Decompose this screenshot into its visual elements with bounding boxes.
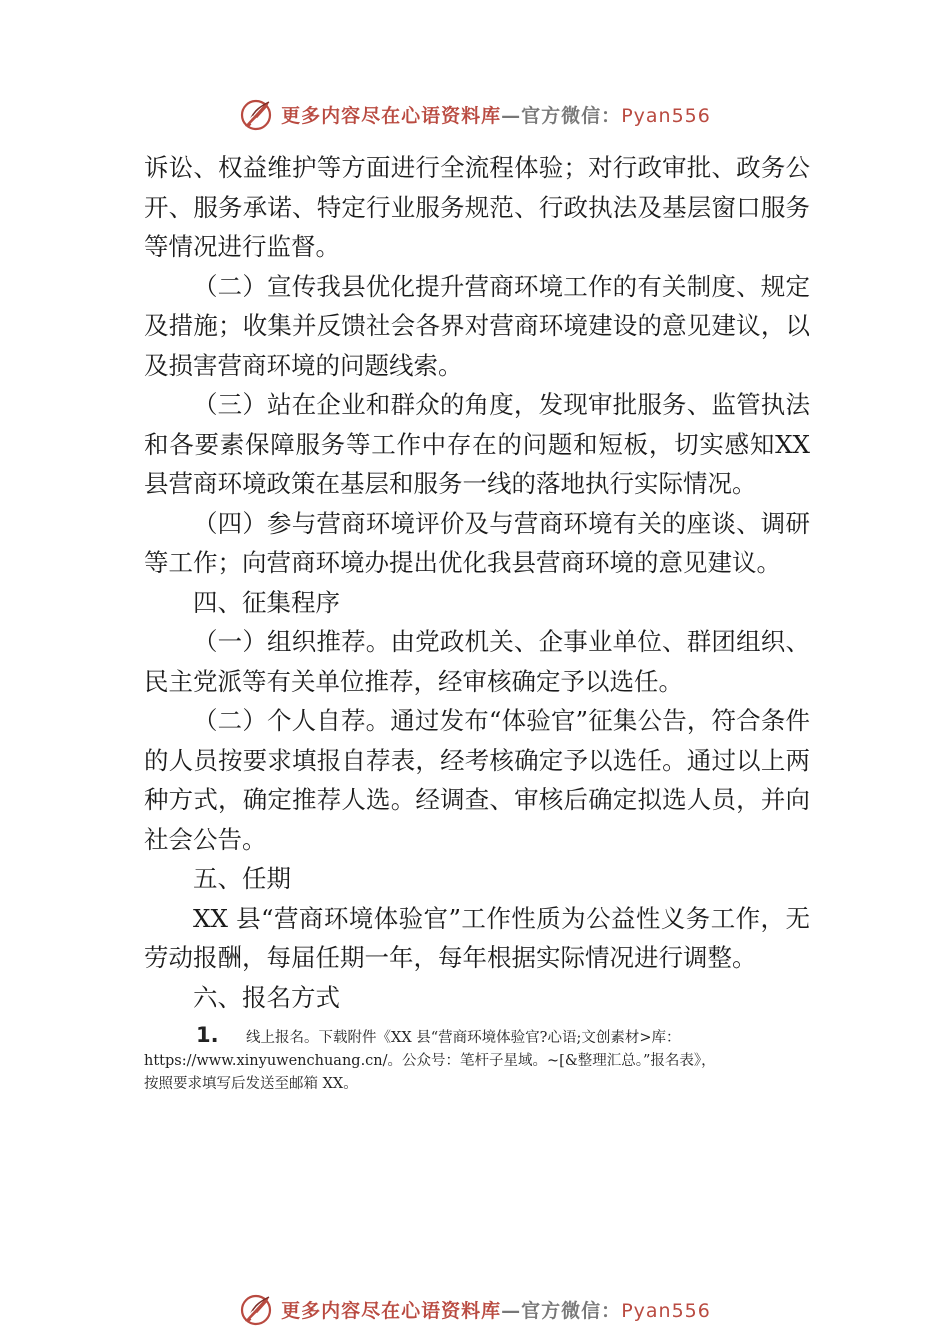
item-number: 1.	[196, 1023, 219, 1047]
watermark-wechat-id: Pyan556	[621, 104, 711, 127]
paragraph-8: XX 县“营商环境体验官”工作性质为公益性义务工作，无劳动报酬，每届任期一年，每年根据实际情况进行调整。	[144, 903, 810, 972]
paragraph-2: （三）站在企业和群众的角度，发现审批服务、监管执法和各要素保障服务等工作中存在的问题和短板，切实感知XX 县营商环境政策在基层和服务一线的落地执行实际情况。	[144, 390, 810, 498]
item-line-1: 线上报名。下载附件《XX 县“营商环境体验官?心语;文创素材>库：	[246, 1030, 681, 1046]
quill-logo-icon	[239, 1291, 275, 1327]
paragraph-3: （四）参与营商环境评价及与营商环境有关的座谈、调研等工作；向营商环境办提出优化我县营商环境的意见建议。	[144, 508, 810, 577]
paragraph-0: 诉讼、权益维护等方面进行全流程体验；对行政审批、政务公开、服务承诺、特定行业服务规范、行政执法及基层窗口服务等情况进行监督。	[144, 153, 810, 261]
watermark-site-text: 更多内容尽在心语资料库	[281, 104, 502, 127]
item-line-2: https://www.xinyuwenchuang.cn/。公众号：笔杆子星域。~[&整理汇总。”报名表》，	[144, 1053, 716, 1069]
header-watermark	[0, 92, 950, 136]
paragraph-5: （一）组织推荐。由党政机关、企事业单位、群团组织、民主党派等有关单位推荐，经审核确定予以选任。	[144, 627, 810, 696]
section-heading-5: 五、任期	[193, 864, 291, 893]
watermark-wechat-label: —官方微信：	[501, 104, 622, 127]
quill-logo-icon	[239, 96, 275, 132]
watermark-wechat-label: —官方微信：	[501, 1299, 622, 1322]
document-body	[144, 148, 810, 1017]
registration-item	[144, 1024, 824, 1096]
item-line-3: 按照要求填写后发送至邮箱 XX。	[144, 1076, 358, 1092]
paragraph-1: （二）宣传我县优化提升营商环境工作的有关制度、规定及措施；收集并反馈社会各界对营商环境建设的意见建议，以及损害营商环境的问题线索。	[144, 271, 810, 380]
section-heading-6: 六、报名方式	[193, 982, 340, 1012]
section-heading-4: 四、征集程序	[193, 587, 340, 617]
watermark-wechat-id: Pyan556	[621, 1299, 711, 1322]
paragraph-6: （二）个人自荐。通过发布“体验官”征集公告，符合条件的人员按要求填报自荐表，经考核确定予以选任。通过以上两种方式，确定推荐人选。经调查、审核后确定拟选人员，并向社会公告。	[144, 706, 810, 854]
footer-watermark	[0, 1287, 950, 1331]
watermark-site-text: 更多内容尽在心语资料库	[281, 1299, 502, 1322]
